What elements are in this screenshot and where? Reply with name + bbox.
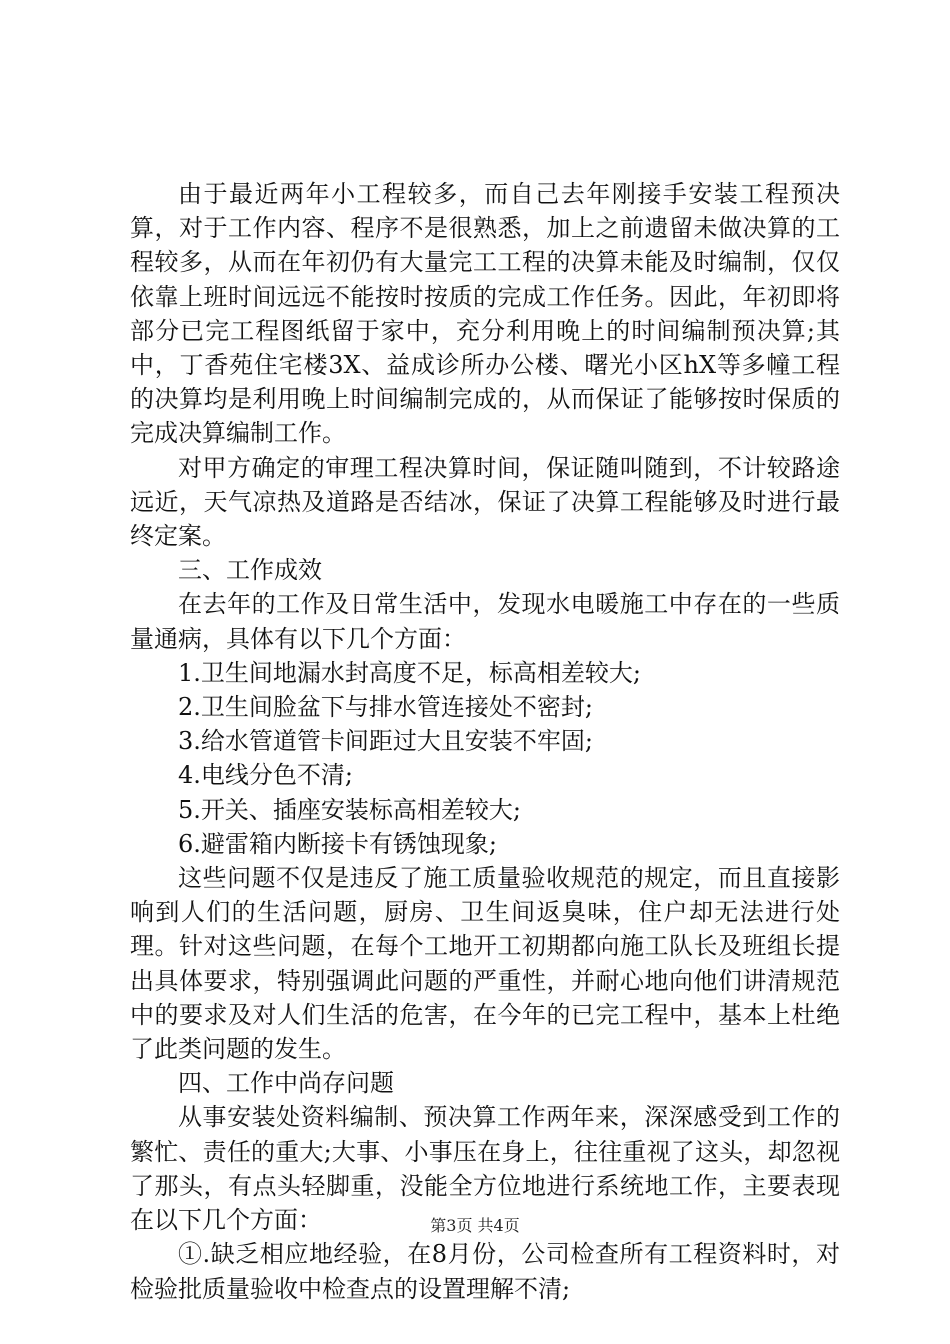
list-item-3: 3.给水管道管卡间距过大且安装不牢固; bbox=[178, 727, 593, 756]
document-body bbox=[130, 177, 840, 1306]
paragraph-issue-point-1: ①.缺乏相应地经验，在8月份，公司检查所有工程资料时，对检验批质量验收中检查点的设置理解不清; bbox=[130, 1240, 840, 1303]
paragraph-quality-issues-intro: 在去年的工作及日常生活中，发现水电暖施工中存在的一些质量通病，具体有以下几个方面： bbox=[130, 590, 840, 653]
paragraph-settlement-time: 对甲方确定的审理工程决算时间，保证随叫随到，不计较路途远近，天气凉热及道路是否结冰，保证了决算工程能够及时进行最终定案。 bbox=[130, 453, 840, 551]
list-item-4: 4.电线分色不清; bbox=[178, 761, 353, 790]
paragraph-issue-handling: 这些问题不仅是违反了施工质量验收规范的规定，而且直接影响到人们的生活问题，厨房、卫生间返臭味，住户却无法进行处理。针对这些问题，在每个工地开工初期都向施工队长及班组长提出具体要求，特别强调此问题的严重性，并耐心地向他们讲清规范中的要求及对人们生活的危害，在今年的已完工程中，基本上杜绝了此类问题的发生。 bbox=[130, 864, 840, 1064]
list-item-2: 2.卫生间脸盆下与排水管连接处不密封; bbox=[178, 693, 593, 722]
list-item-5: 5.开关、插座安装标高相差较大; bbox=[178, 795, 521, 824]
section-heading-results: 三、工作成效 bbox=[178, 556, 322, 585]
list-item-6: 6.避雷箱内断接卡有锈蚀现象; bbox=[178, 829, 497, 858]
paragraph-remaining-issues-intro: 从事安装处资料编制、预决算工作两年来，深深感受到工作的繁忙、责任的重大;大事、小事压在身上，往往重视了这头，却忽视了那头，有点头轻脚重，没能全方位地进行系统地工作，主要表现在以下几个方面： bbox=[130, 1103, 840, 1235]
page-footer: 第3页 共4页 bbox=[430, 1216, 520, 1235]
paragraph-workload: 由于最近两年小工程较多，而自己去年刚接手安装工程预决算，对于工作内容、程序不是很熟悉，加上之前遗留未做决算的工程较多，从而在年初仍有大量完工工程的决算未能及时编制，仅仅依靠上班时间远远不能按时按质的完成工作任务。因此，年初即将部分已完工程图纸留于家中，充分利用晚上的时间编制预决算;其中，丁香苑住宅楼3X、益成诊所办公楼、曙光小区hX等多幢工程的决算均是利用晚上时间编制完成的，从而保证了能够按时保质的完成决算编制工作。 bbox=[130, 180, 840, 448]
section-heading-remaining-issues: 四、工作中尚存问题 bbox=[178, 1069, 394, 1098]
list-item-1: 1.卫生间地漏水封高度不足，标高相差较大; bbox=[178, 658, 641, 687]
